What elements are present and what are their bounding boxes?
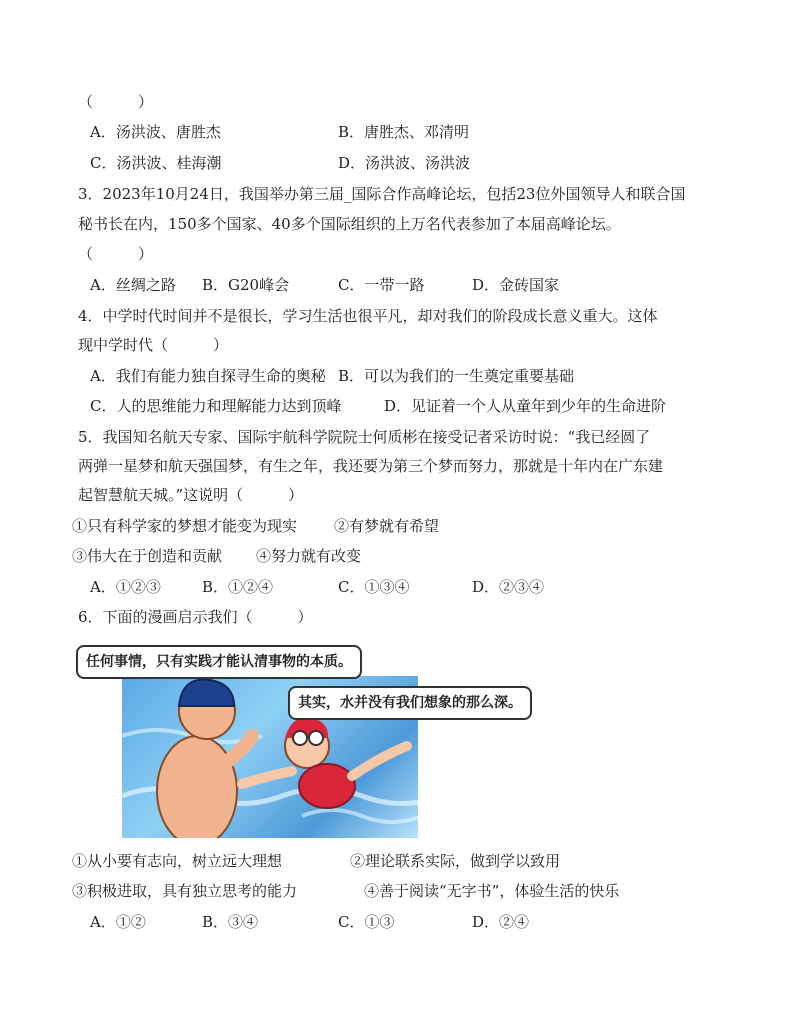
q3-stem-line1: 3．2023年10月24日，我国举办第三届_国际合作高峰论坛，包括23位外国领导人和联合国 bbox=[78, 185, 686, 203]
q5-statement-3: ③伟大在于创造和贡献 bbox=[72, 547, 223, 565]
q6-option-b: B．③④ bbox=[202, 913, 259, 931]
q5-option-b: B．①②④ bbox=[202, 578, 274, 596]
q6-statement-3: ③积极进取，具有独立思考的能力 bbox=[72, 882, 298, 900]
q6-stem-line1: 6．下面的漫画启示我们（ ） bbox=[78, 608, 313, 626]
q4-option-c: C．人的思维能力和理解能力达到顶峰 bbox=[90, 397, 342, 415]
q3-option-c: C．一带一路 bbox=[338, 276, 425, 294]
q3-option-b: B．G20峰会 bbox=[202, 276, 290, 294]
q6-statement-4: ④善于阅读“无字书”，体验生活的快乐 bbox=[364, 882, 620, 900]
q6-statement-2: ②理论联系实际，做到学以致用 bbox=[350, 852, 561, 870]
q6-option-a: A．①② bbox=[90, 913, 146, 931]
speech-bubble-child: 其实，水并没有我们想象的那么深。 bbox=[288, 686, 532, 720]
q5-statement-1: ①只有科学家的梦想才能变为现实 bbox=[72, 517, 298, 535]
q3-stem-line2: 秘书长在内，150多个国家、40多个国际组织的上万名代表参加了本届高峰论坛。 bbox=[78, 215, 621, 233]
q2-answer-paren: （ ） bbox=[78, 93, 154, 111]
q5-stem-line1: 5．我国知名航天专家、国际宇航科学院院士何质彬在接受记者采访时说：“我已经圆了 bbox=[78, 428, 651, 446]
q3-answer-paren: （ ） bbox=[78, 245, 154, 263]
q6-option-c: C．①③ bbox=[338, 913, 395, 931]
q4-stem-line1: 4．中学时代时间并不是很长，学习生活也很平凡，却对我们的阶段成长意义重大。这体 bbox=[78, 307, 658, 325]
q4-option-d: D．见证着一个人从童年到少年的生命进阶 bbox=[384, 397, 667, 415]
q2-option-b: B．唐胜杰、邓清明 bbox=[338, 123, 470, 141]
q4-stem-line2: 现中学时代（ ） bbox=[78, 336, 229, 354]
q4-option-b: B．可以为我们的一生奠定重要基础 bbox=[338, 367, 575, 385]
q3-option-d: D．金砖国家 bbox=[472, 276, 560, 294]
q6-statement-1: ①从小要有志向，树立远大理想 bbox=[72, 852, 283, 870]
q5-option-d: D．②③④ bbox=[472, 578, 545, 596]
q2-option-c: C．汤洪波、桂海潮 bbox=[90, 154, 222, 172]
q2-option-a: A．汤洪波、唐胜杰 bbox=[90, 123, 221, 141]
q5-stem-line3: 起智慧航天城。”这说明（ ） bbox=[78, 486, 304, 504]
q5-statement-4: ④努力就有改变 bbox=[256, 547, 362, 565]
q5-option-a: A．①②③ bbox=[90, 578, 161, 596]
q6-option-d: D．②④ bbox=[472, 913, 530, 931]
q5-option-c: C．①③④ bbox=[338, 578, 410, 596]
q5-stem-line2: 两弹一星梦和航天强国梦，有生之年，我还要为第三个梦而努力，那就是十年内在广东建 bbox=[78, 457, 664, 475]
q3-option-a: A．丝绸之路 bbox=[90, 276, 176, 294]
speech-bubble-adult: 任何事情，只有实践才能认清事物的本质。 bbox=[76, 645, 362, 679]
q5-statement-2: ②有梦就有希望 bbox=[334, 517, 440, 535]
q4-option-a: A．我们有能力独自探寻生命的奥秘 bbox=[90, 367, 326, 385]
q2-option-d: D．汤洪波、汤洪波 bbox=[338, 154, 471, 172]
